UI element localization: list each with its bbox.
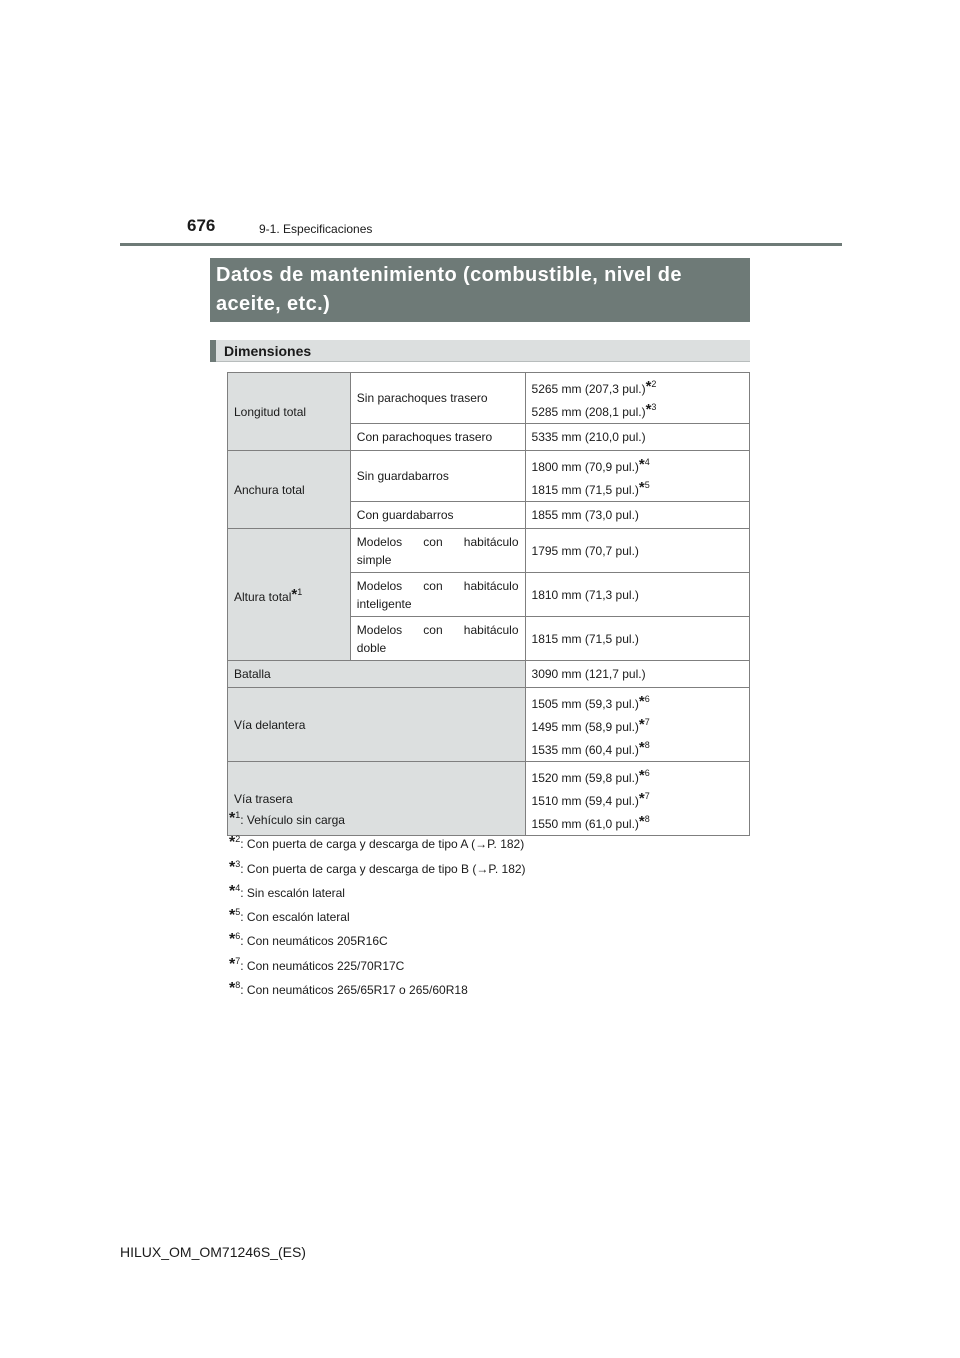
- section-subheading: Dimensiones: [210, 340, 750, 362]
- footnote: *$^8$: Con neumáticos 265/65R17 o 265/60R18: [229, 980, 468, 998]
- table-row: [228, 451, 750, 502]
- table-row: [228, 373, 750, 424]
- value-cell: 1795 mm (70,7 pul.): [525, 529, 749, 573]
- dimensions-table: [227, 372, 750, 836]
- value-cell: 1815 mm (71,5 pul.): [525, 617, 749, 661]
- row-label-batalla: Batalla: [228, 661, 526, 688]
- condition-cell: Sin parachoques trasero: [350, 373, 525, 424]
- value-cell: 5335 mm (210,0 pul.): [525, 424, 749, 451]
- row-label-via-trasera: Vía trasera: [228, 762, 526, 836]
- row-label-longitud: Longitud total: [228, 373, 351, 451]
- page-number: 676: [187, 216, 216, 235]
- row-label-altura: Altura total*$^1$: [228, 529, 351, 661]
- value-cell: 5265 mm (207,3 pul.)*$^2$ 5285 mm (208,1 pul.)*$^3$: [525, 373, 749, 424]
- row-label-via-delantera: Vía delantera: [228, 688, 526, 762]
- value-cell: 3090 mm (121,7 pul.): [525, 661, 749, 688]
- footnote: *$^5$: Con escalón lateral: [229, 907, 350, 925]
- footnote: *$^3$: Con puerta de carga y descarga de tipo B (→P. 182): [229, 858, 526, 876]
- condition-cell: Con parachoques trasero: [350, 424, 525, 451]
- condition-cell: Modelos con habitáculo doble: [350, 617, 525, 661]
- value-cell: 1855 mm (73,0 pul.): [525, 502, 749, 529]
- value-cell: 1800 mm (70,9 pul.)*$^4$ 1815 mm (71,5 pul.)*$^5$: [525, 451, 749, 502]
- value-cell: 1810 mm (71,3 pul.): [525, 573, 749, 617]
- table-row: [228, 661, 750, 688]
- condition-cell: Con guardabarros: [350, 502, 525, 529]
- footnote: *$^6$: Con neumáticos 205R16C: [229, 931, 388, 949]
- table-row: [228, 529, 750, 573]
- value-cell: 1505 mm (59,3 pul.)*$^6$ 1495 mm (58,9 pul.)*$^7$ 1535 mm (60,4 pul.)*$^8$: [525, 688, 749, 762]
- table-row: [228, 688, 750, 762]
- value-cell: 1520 mm (59,8 pul.)*$^6$ 1510 mm (59,4 pul.)*$^7$ 1550 mm (61,0 pul.)*$^8$: [525, 762, 749, 836]
- document-id-footer: HILUX_OM_OM71246S_(ES): [120, 1244, 306, 1260]
- condition-cell: Sin guardabarros: [350, 451, 525, 502]
- condition-cell: Modelos con habitáculo simple: [350, 529, 525, 573]
- footnote: *$^7$: Con neumáticos 225/70R17C: [229, 955, 405, 973]
- footnote: *$^4$: Sin escalón lateral: [229, 882, 345, 900]
- row-label-anchura: Anchura total: [228, 451, 351, 529]
- condition-cell: Modelos con habitáculo inteligente: [350, 573, 525, 617]
- section-label: 9-1. Especificaciones: [259, 222, 373, 236]
- footnote: *$^2$: Con puerta de carga y descarga de tipo A (→P. 182): [229, 834, 525, 852]
- page-title: Datos de mantenimiento (combustible, nivel de aceite, etc.): [210, 258, 750, 322]
- header-rule: [120, 243, 842, 246]
- footnote: *$^1$: Vehículo sin carga: [229, 810, 345, 827]
- footnotes: [229, 803, 526, 997]
